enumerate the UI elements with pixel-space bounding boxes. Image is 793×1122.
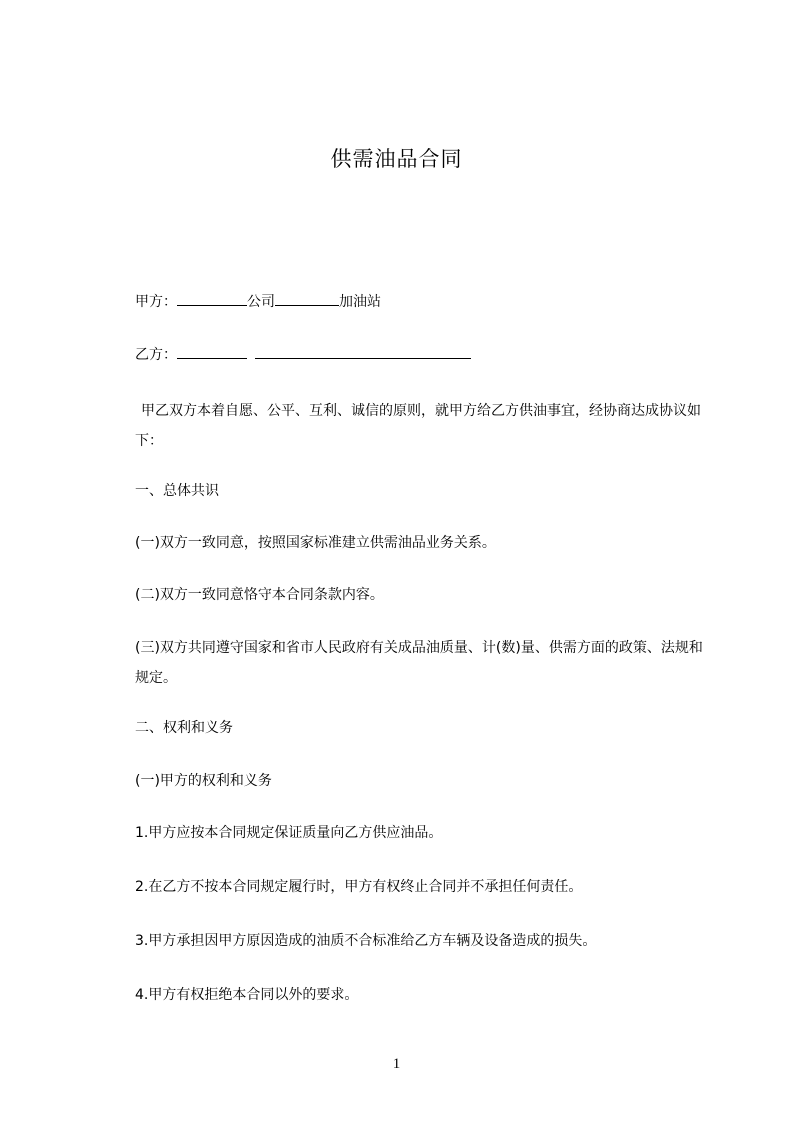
party-a-station-label: 加油站 [339,294,381,310]
section1-heading: 一、总体共识 [135,483,219,499]
party-a-line [135,291,381,311]
party-b-label: 乙方： [135,347,177,363]
section2-item-1: 1.甲方应按本合同规定保证质量向乙方供应油品。 [135,825,443,841]
blank-field [255,344,471,359]
section2-item-4: 4.甲方有权拒绝本合同以外的要求。 [135,987,359,1003]
section2-item-2: 2.在乙方不按本合同规定履行时，甲方有权终止合同并不承担任何责任。 [135,879,583,895]
section1-item-3: (三)双方共同遵守国家和省市人民政府有关成品油质量、计(数)量、供需方面的政策、法规和规定。 [135,640,703,686]
party-b-line [135,344,471,364]
party-a-label: 甲方： [135,294,177,310]
document-title: 供需油品合同 [330,147,463,171]
intro-paragraph: 甲乙双方本着自愿、公平、互利、诚信的原则，就甲方给乙方供油事宜，经协商达成协议如下： [135,403,701,449]
section2-sub-heading: (一)甲方的权利和义务 [135,773,272,789]
page-number: 1 [392,1056,401,1072]
blank-field [177,344,247,359]
section2-heading: 二、权利和义务 [135,720,233,736]
section1-item-2: (二)双方一致同意恪守本合同条款内容。 [135,587,384,603]
party-a-company-label: 公司 [247,294,275,310]
section2-item-3: 3.甲方承担因甲方原因造成的油质不合标准给乙方车辆及设备造成的损失。 [135,933,597,949]
section1-item-1: (一)双方一致同意，按照国家标准建立供需油品业务关系。 [135,535,496,551]
blank-field [275,291,339,306]
blank-field [177,291,247,306]
